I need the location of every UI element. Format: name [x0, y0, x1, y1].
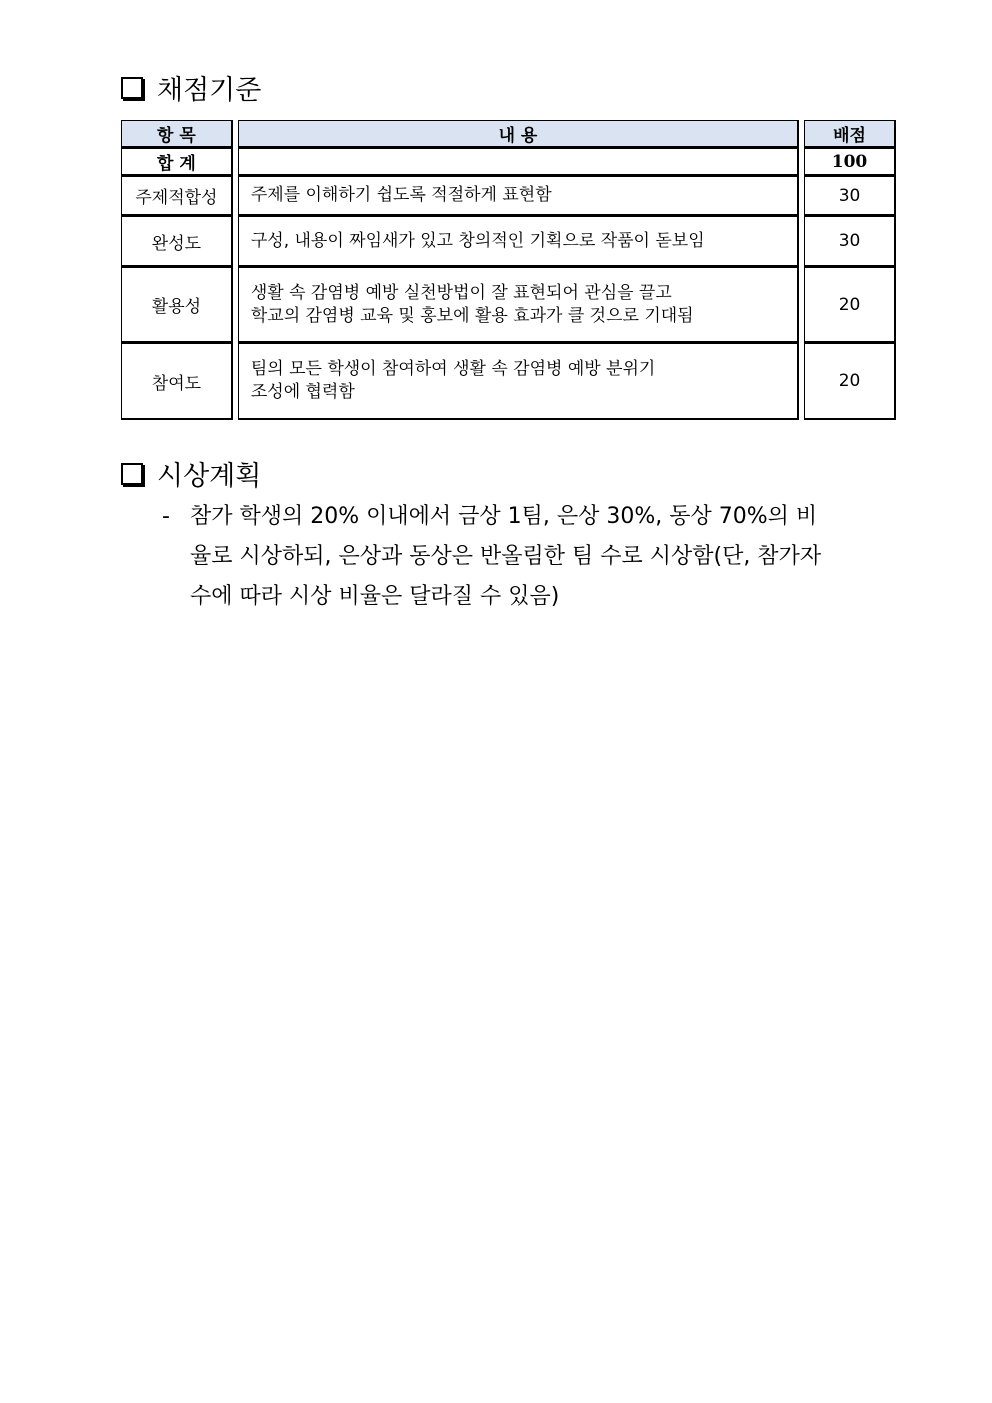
table-row — [121, 216, 896, 267]
table-row — [121, 176, 896, 216]
checkbox-square-icon — [121, 77, 143, 99]
row-points: 30 — [804, 216, 896, 267]
header-item: 항 목 — [121, 120, 233, 148]
scoring-criteria-heading — [121, 68, 261, 107]
award-line: 수에 따라 시상 비율은 달라질 수 있음) — [190, 584, 560, 609]
award-line: 율로 시상하되, 은상과 동상은 반올림한 팀 수로 시상함(단, 참가자 — [190, 544, 822, 569]
row-item: 완성도 — [121, 216, 233, 267]
table-total-row — [121, 148, 896, 176]
row-content: 주제를 이해하기 쉽도록 적절하게 표현함 — [238, 176, 799, 216]
row-content: 구성, 내용이 짜임새가 있고 창의적인 기획으로 작품이 돋보임 — [238, 216, 799, 267]
row-content: 팀의 모든 학생이 참여하여 생활 속 감염병 예방 분위기 조성에 협력함 — [238, 343, 799, 420]
row-item: 주제적합성 — [121, 176, 233, 216]
total-content — [238, 148, 799, 176]
row-points: 20 — [804, 267, 896, 343]
row-content: 생활 속 감염병 예방 실천방법이 잘 표현되어 관심을 끌고 학교의 감염병 교육 및 홍보에 활용 효과가 클 것으로 기대됨 — [238, 267, 799, 343]
dash-bullet: - — [162, 504, 170, 529]
total-item: 합 계 — [121, 148, 233, 176]
section-title-text: 채점기준 — [157, 75, 262, 106]
award-line: 참가 학생의 20% 이내에서 금상 1팀, 은상 30%, 동상 70%의 비 — [190, 504, 818, 529]
total-points: 100 — [804, 148, 896, 176]
table-row — [121, 267, 896, 343]
row-item: 활용성 — [121, 267, 233, 343]
section-title-text: 시상계획 — [157, 461, 262, 492]
header-content: 내 용 — [238, 120, 799, 148]
award-plan-heading — [121, 454, 261, 493]
row-points: 20 — [804, 343, 896, 420]
row-item: 참여도 — [121, 343, 233, 420]
scoring-table — [121, 120, 896, 420]
table-row — [121, 343, 896, 420]
award-description — [162, 497, 896, 617]
row-points: 30 — [804, 176, 896, 216]
header-points: 배점 — [804, 120, 896, 148]
checkbox-square-icon — [121, 463, 143, 485]
table-header-row — [121, 120, 896, 148]
